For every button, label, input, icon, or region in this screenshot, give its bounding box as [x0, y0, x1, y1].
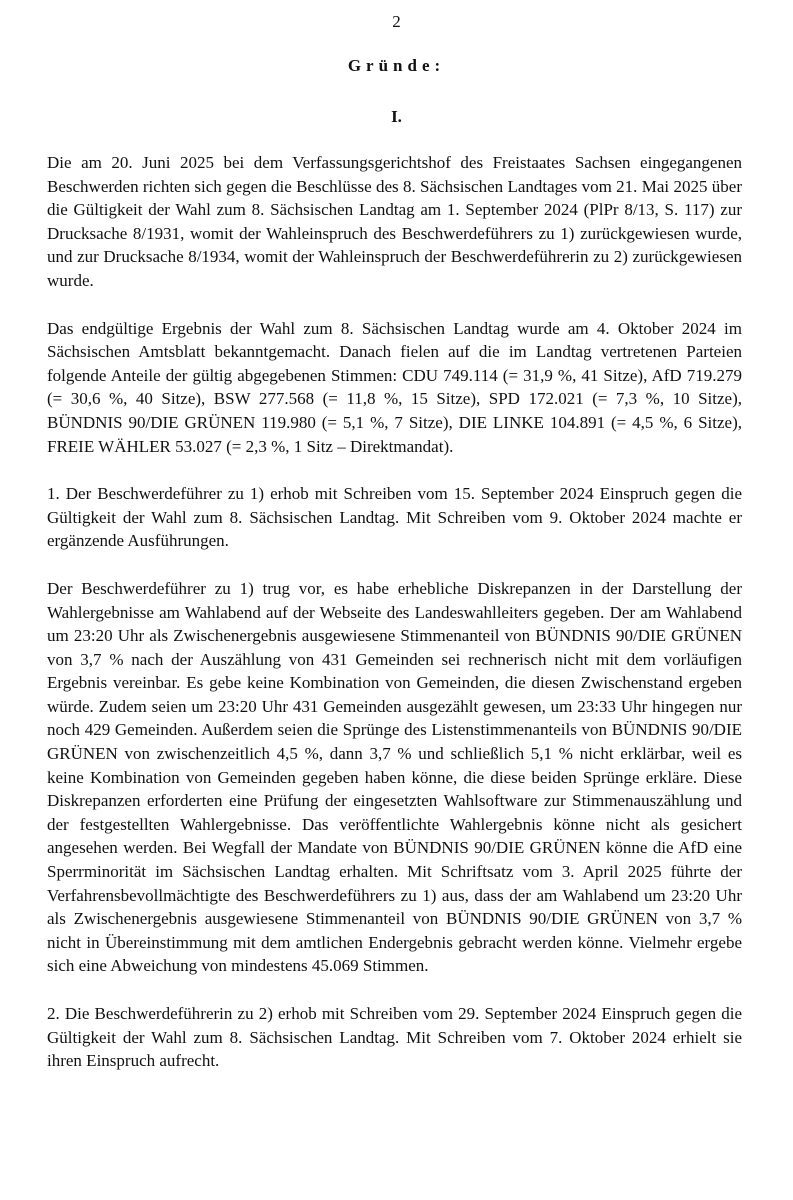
paragraph-complainant-1-arguments: Der Beschwerdeführer zu 1) trug vor, es habe erhebliche Diskrepanzen in der Darstellung der Wahlergebnisse am Wahlabend auf der Webseite des Landeswahlleiters gegeben. Der am Wahlabend um 23:20 Uhr als Zwischenergebnis ausgewiesene Stimmenanteil von BÜNDNIS 90/DIE GRÜNEN von 3,7 % nach der Auszählung von 431 Gemeinden sei rechnerisch nicht mit dem vorläufigen Ergebnis vereinbar. Es gebe keine Kombination von Gemeinden, die diesen Zwischenstand ergeben würde. Zudem seien um 23:20 Uhr 431 Gemeinden ausgezählt gewesen, um 23:33 Uhr hingegen nur noch 429 Gemeinden. Außerdem seien die Sprünge des Listenstimmenanteils von BÜNDNIS 90/DIE GRÜNEN von zwischenzeitlich 4,5 %, dann 3,7 % und schließlich 5,1 % nicht erklärbar, weil es keine Kombination von Gemeinden gegeben haben könne, die diese beiden Sprünge erkläre. Diese Diskrepanzen erforderten eine Prüfung der eingesetzten Wahlsoftware zur Stimmenauszählung und der festgestellten Wahlergebnisse. Das veröffentlichte Wahlergebnis könne nicht als gesichert angesehen werden. Bei Wegfall der Mandate von BÜNDNIS 90/DIE GRÜNEN könne die AfD eine Sperrminorität im Sächsischen Landtag erhalten. Mit Schriftsatz vom 3. April 2025 führte der Verfahrensbevollmächtigte des Beschwerdeführers zu 1) aus, dass der am Wahlabend um 23:20 Uhr als Zwischenergebnis ausgewiesene Stimmenanteil von BÜNDNIS 90/DIE GRÜNEN von 3,7 % nicht in Übereinstimmung mit dem amtlichen Endergebnis gebracht werden könne. Vielmehr ergebe sich eine Abweichung von mindestens 45.069 Stimmen.: [47, 578, 742, 976]
section-heading-gruende: Gründe:: [347, 56, 446, 75]
paragraph-complainant-1-objection: 1. Der Beschwerdeführer zu 1) erhob mit Schreiben vom 15. September 2024 Einspruch gegen die Gültigkeit der Wahl zum 8. Sächsischen Landtag. Mit Schreiben vom 9. Oktober 2024 machte er ergänzende Ausführungen.: [47, 484, 742, 551]
paragraph-election-result: Das endgültige Ergebnis der Wahl zum 8. Sächsischen Landtag wurde am 4. Oktober 2024 im Sächsischen Amtsblatt bekanntgemacht. Danach fielen auf die im Landtag vertretenen Parteien folgende Anteile der gültig abgegebenen Stimmen: CDU 749.114 (= 31,9 %, 41 Sitze), AfD 719.279 (= 30,6 %, 40 Sitze), BSW 277.568 (= 11,8 %, 15 Sitze), SPD 172.021 (= 7,3 %, 10 Sitze), BÜNDNIS 90/DIE GRÜNEN 119.980 (= 5,1 %, 7 Sitze), DIE LINKE 104.891 (= 4,5 %, 6 Sitze), FREIE WÄHLER 53.027 (= 2,3 %, 1 Sitz – Direktmandat).: [47, 318, 742, 456]
paragraph-complaints-subject: Die am 20. Juni 2025 bei dem Verfassungsgerichtshof des Freistaates Sachsen eingegangenen Beschwerden richten sich gegen die Beschlüsse des 8. Sächsischen Landtages vom 21. Mai 2025 über die Gültigkeit der Wahl zum 8. Sächsischen Landtag am 1. September 2024 (PlPr 8/13, S. 117) zur Drucksache 8/1931, womit der Wahleinspruch des Beschwerdeführers zu 1) zurückgewiesen wurde, und zur Drucksache 8/1934, womit der Wahleinspruch der Beschwerdeführerin zu 2) zurückgewiesen wurde.: [47, 153, 742, 290]
paragraph-complainant-2-objection: 2. Die Beschwerdeführerin zu 2) erhob mit Schreiben vom 29. September 2024 Einspruch gegen die Gültigkeit der Wahl zum 8. Sächsischen Landtag. Mit Schreiben vom 7. Oktober 2024 erhielt sie ihren Einspruch aufrecht.: [47, 1004, 742, 1071]
section-heading-roman-one: I.: [391, 107, 402, 126]
page-number: 2: [392, 12, 401, 31]
document-body: [47, 151, 742, 1097]
